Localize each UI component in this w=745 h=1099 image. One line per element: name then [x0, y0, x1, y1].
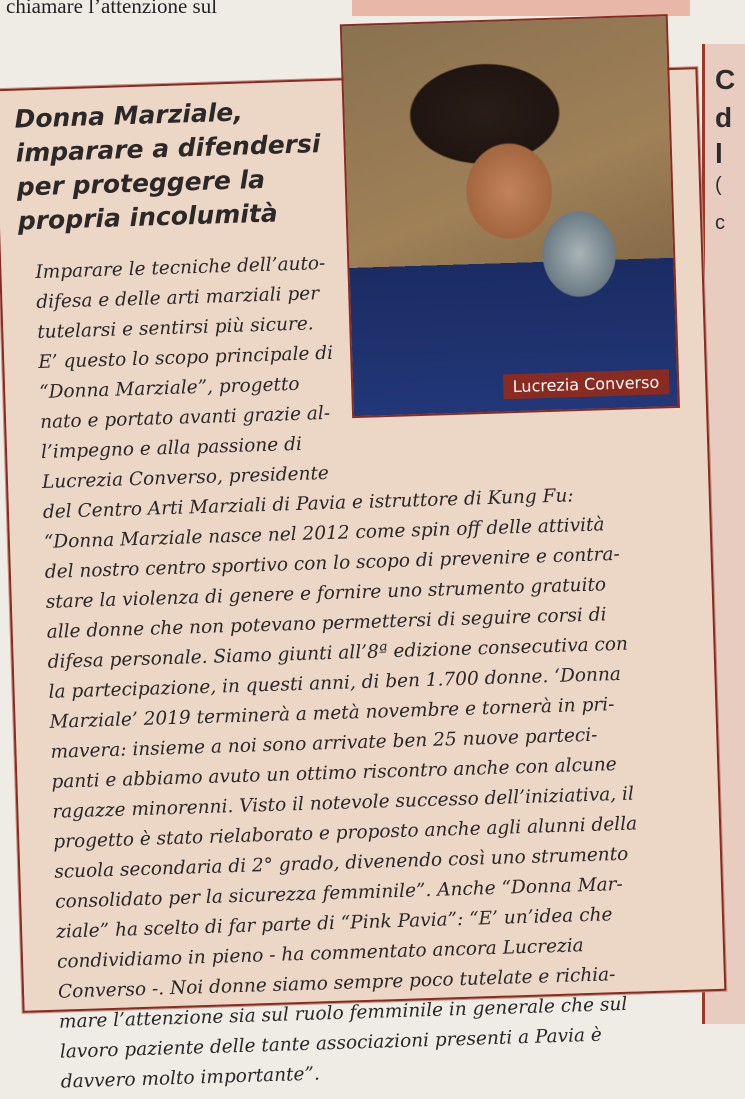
article-headline: Donna Marziale, imparare a difendersi per proteggere la propria incolumità [14, 97, 321, 236]
article-body-line: mavera: insieme a noi sono arrivate ben 25 nuove parteci- [50, 724, 598, 763]
article-body-line: condividiamo in pieno - ha commentato ancora Lucrezia [56, 935, 584, 973]
article-body-line: stare la violenza di genere e fornire uno strumento gratuito [45, 574, 607, 613]
next-article-text-fragment: c [715, 212, 725, 234]
article-body-line: Lucrezia Converso, presidente [41, 462, 330, 493]
next-article-headline-fragment: l [715, 138, 723, 169]
previous-article-tail: chiamare l’attenzione sul [6, 0, 218, 18]
photo-caption: Lucrezia Converso [502, 369, 669, 399]
article-body-line: panti e abbiamo avuto un ottimo riscontro anche con alcune [51, 754, 618, 793]
article-body-line: difesa personale. Siamo giunti all’8ª edizione consecutiva con [47, 633, 629, 673]
article-body-line: del Centro Arti Marziali di Pavia e istruttore di Kung Fu: [42, 485, 574, 523]
article-body-line: mare l’attenzione sia sul ruolo femminile in generale che sul [58, 993, 628, 1033]
article-body-line: ziale” ha scelto di far parte di “Pink Pavia”: “E’ un’idea che [55, 904, 613, 943]
article-body-line: consolidato per la sicurezza femminile”. Anche “Donna Mar- [54, 873, 624, 913]
article-body-line: lavoro paziente delle tante associazioni presenti a Pavia è [59, 1024, 603, 1063]
article-body-line: “Donna Marziale nasce nel 2012 come spin off delle attività [43, 514, 605, 553]
article-body-line: progetto è stato rielaborato e proposto anche agli alunni della [53, 813, 638, 853]
article-body-line: scuola secondaria di 2° grado, divenendo così uno strumento [53, 843, 629, 883]
next-article-headline-fragment: d [715, 102, 733, 133]
article-body-line: Converso -. Noi donne siamo sempre poco tutelate e richia- [57, 964, 616, 1003]
next-article-headline-fragment: C [715, 64, 736, 95]
next-article-text-fragment: ( [715, 174, 722, 196]
article-body-line: alle donne che non potevano permettersi di seguire corsi di [46, 604, 607, 643]
article-box [0, 67, 726, 1093]
article-body-line: “Donna Marziale”, progetto [38, 373, 300, 403]
article-body-line: ragazze minorenni. Visto il notevole successo dell’iniziativa, il [52, 783, 635, 823]
article-body-line: difesa e delle arti marziali per [36, 283, 320, 314]
article-body-line: nato e portato avanti grazie al- [39, 402, 331, 433]
article-body-line: Marziale’ 2019 terminerà a metà novembre e tornerà in pri- [49, 694, 615, 733]
article-body-line: l’impegno e alla passione di [40, 433, 303, 463]
top-color-band [352, 0, 690, 16]
article-body-line: davvero molto importante”. [60, 1063, 321, 1093]
article-body-line: tutelarsi e sentirsi più sicure. [36, 313, 314, 344]
article-body [35, 238, 711, 1098]
article-body-line: la partecipazione, in questi anni, di ben 1.700 donne. ‘Donna [48, 663, 622, 703]
article-body-line: del nostro centro sportivo con lo scopo di prevenire e contra- [44, 543, 621, 583]
article-body-line: Imparare le tecniche dell’auto- [35, 252, 326, 284]
article-body-line: E’ questo lo scopo principale di [37, 342, 334, 374]
